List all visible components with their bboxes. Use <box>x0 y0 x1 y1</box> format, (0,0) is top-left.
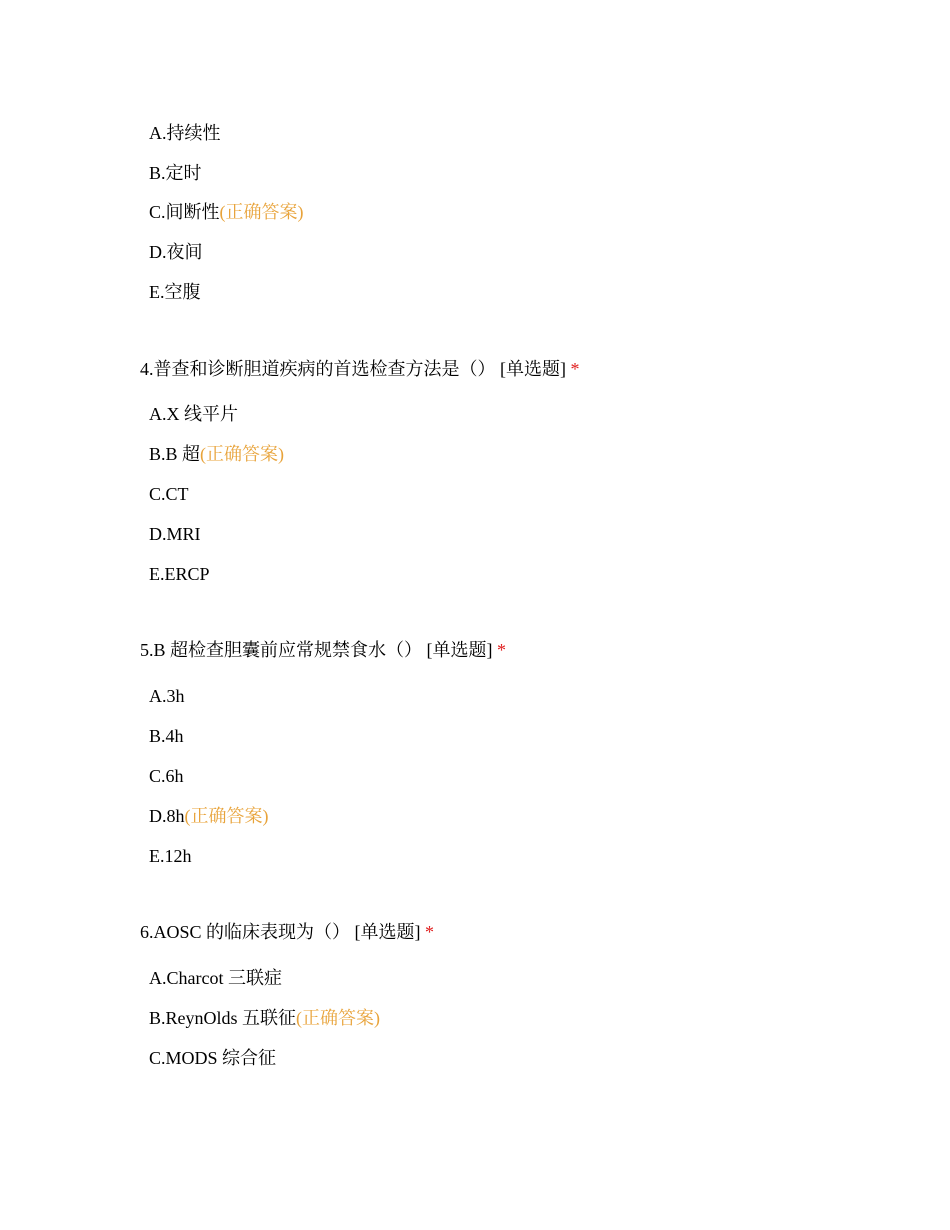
required-marker: * <box>425 922 435 942</box>
q5-option-d <box>149 804 269 828</box>
question-5-stem <box>140 638 506 662</box>
q3-option-d <box>149 240 203 264</box>
question-type: [单选题] <box>500 359 566 379</box>
option-text: C.间断性 <box>149 202 220 222</box>
question-type: [单选题] <box>426 640 493 660</box>
question-6-stem <box>140 920 434 944</box>
option-text: D.MRI <box>149 524 201 544</box>
q4-option-b <box>149 442 284 466</box>
required-marker: * <box>570 359 580 379</box>
option-text: B.B 超 <box>149 444 201 464</box>
question-4-stem <box>140 357 580 381</box>
option-text: B.ReynOlds 五联征 <box>149 1008 297 1028</box>
option-text: D.夜间 <box>149 242 203 262</box>
q4-option-d <box>149 522 201 546</box>
option-text: B.定时 <box>149 163 202 183</box>
q4-option-a <box>149 402 238 426</box>
option-text: E.空腹 <box>149 282 201 302</box>
q5-option-a <box>149 684 185 708</box>
q3-option-a <box>149 121 221 145</box>
option-text: C.CT <box>149 484 189 504</box>
option-text: A.X 线平片 <box>149 404 238 424</box>
option-text: D.8h <box>149 806 185 826</box>
correct-answer-marker: (正确答案) <box>296 1008 381 1028</box>
q5-option-b <box>149 724 184 748</box>
option-text: B.4h <box>149 726 184 746</box>
option-text: A.3h <box>149 686 185 706</box>
q6-option-a <box>149 966 282 990</box>
option-text: E.12h <box>149 846 192 866</box>
q3-option-b <box>149 161 202 185</box>
question-text: 5.B 超检查胆囊前应常规禁食水（） <box>140 640 423 660</box>
option-text: E.ERCP <box>149 564 210 584</box>
correct-answer-marker: (正确答案) <box>184 806 269 826</box>
q3-option-c <box>149 200 304 224</box>
option-text: C.MODS 综合征 <box>149 1048 277 1068</box>
q6-option-c <box>149 1046 276 1070</box>
q5-option-c <box>149 764 184 788</box>
question-type: [单选题] <box>354 922 421 942</box>
option-text: C.6h <box>149 766 184 786</box>
question-text: 4.普查和诊断胆道疾病的首选检查方法是（） <box>140 359 496 379</box>
q5-option-e <box>149 844 192 868</box>
correct-answer-marker: (正确答案) <box>200 444 285 464</box>
q3-option-e <box>149 280 201 304</box>
q4-option-e <box>149 562 210 586</box>
correct-answer-marker: (正确答案) <box>219 202 304 222</box>
option-text: A.持续性 <box>149 123 221 143</box>
q4-option-c <box>149 482 189 506</box>
required-marker: * <box>497 640 507 660</box>
q6-option-b <box>149 1006 380 1030</box>
question-text: 6.AOSC 的临床表现为（） <box>140 922 351 942</box>
option-text: A.Charcot 三联症 <box>149 968 282 988</box>
